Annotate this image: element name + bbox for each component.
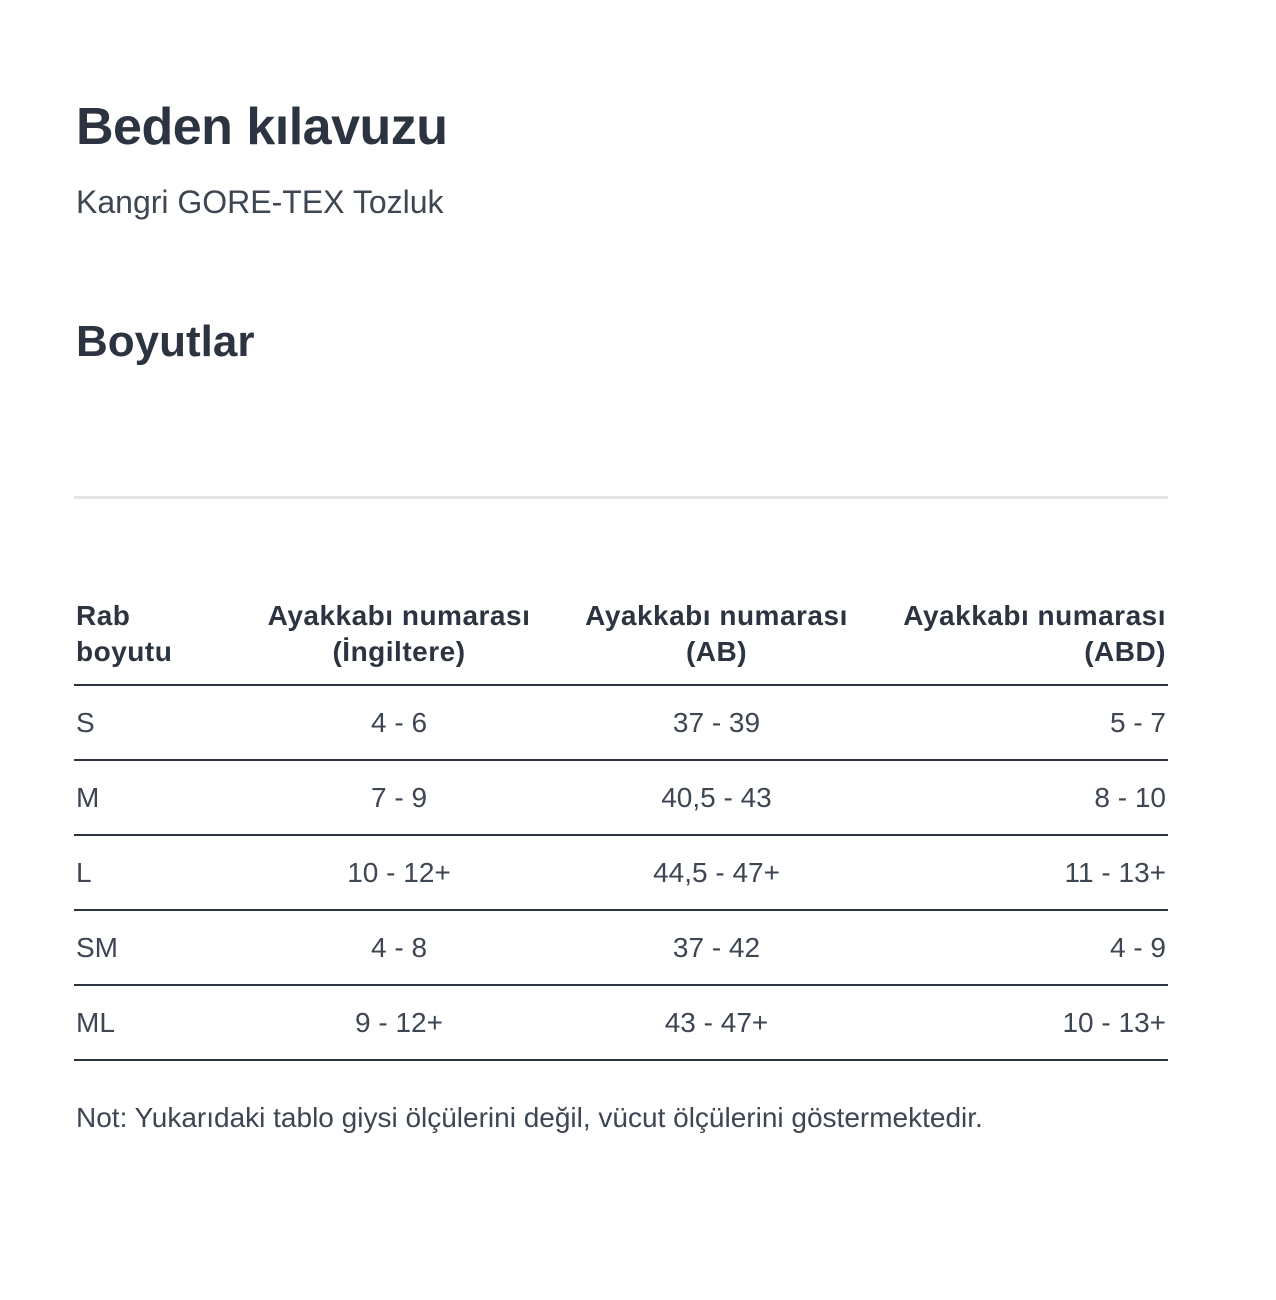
page-title: Beden kılavuzu — [76, 98, 448, 156]
cell-shoe-size-us: 5 - 7 — [879, 685, 1168, 760]
header-text: Ayakkabı numarası — [585, 600, 848, 631]
cell-shoe-size-eu: 43 - 47+ — [554, 985, 879, 1060]
cell-shoe-size-uk: 7 - 9 — [244, 760, 554, 835]
header-text: Rab — [76, 600, 131, 631]
cell-gaiter-size: L — [74, 835, 244, 910]
header-shoe-size-eu — [554, 598, 879, 685]
cell-shoe-size-eu: 40,5 - 43 — [554, 760, 879, 835]
header-text: Ayakkabı numarası — [903, 600, 1166, 631]
cell-shoe-size-us: 4 - 9 — [879, 910, 1168, 985]
table-row — [74, 685, 1168, 760]
cell-shoe-size-us: 11 - 13+ — [879, 835, 1168, 910]
header-text: (İngiltere) — [332, 636, 466, 667]
cell-shoe-size-eu: 37 - 39 — [554, 685, 879, 760]
section-divider — [74, 496, 1168, 499]
size-table — [74, 598, 1168, 1061]
table-row — [74, 835, 1168, 910]
cell-gaiter-size: SM — [74, 910, 244, 985]
cell-shoe-size-uk: 4 - 8 — [244, 910, 554, 985]
table-header-row — [74, 598, 1168, 685]
product-name: Kangri GORE-TEX Tozluk — [76, 184, 444, 220]
section-title: Boyutlar — [76, 317, 255, 366]
cell-gaiter-size: S — [74, 685, 244, 760]
header-text: (ABD) — [1084, 636, 1166, 667]
table-note: Not: Yukarıdaki tablo giysi ölçülerini değil, vücut ölçülerini göstermektedir. — [76, 1102, 983, 1133]
header-text: (AB) — [685, 636, 748, 667]
header-gaiter-size — [74, 598, 244, 685]
cell-shoe-size-us: 10 - 13+ — [879, 985, 1168, 1060]
cell-shoe-size-uk: 10 - 12+ — [244, 835, 554, 910]
cell-shoe-size-eu: 37 - 42 — [554, 910, 879, 985]
header-shoe-size-uk — [244, 598, 554, 685]
table-row — [74, 760, 1168, 835]
header-shoe-size-us — [879, 598, 1168, 685]
header-text: boyutu — [76, 636, 173, 667]
header-text: Ayakkabı numarası — [267, 600, 531, 631]
cell-shoe-size-uk: 4 - 6 — [244, 685, 554, 760]
cell-gaiter-size: ML — [74, 985, 244, 1060]
cell-shoe-size-eu: 44,5 - 47+ — [554, 835, 879, 910]
cell-shoe-size-us: 8 - 10 — [879, 760, 1168, 835]
cell-gaiter-size: M — [74, 760, 244, 835]
table-row — [74, 985, 1168, 1060]
cell-shoe-size-uk: 9 - 12+ — [244, 985, 554, 1060]
table-row — [74, 910, 1168, 985]
